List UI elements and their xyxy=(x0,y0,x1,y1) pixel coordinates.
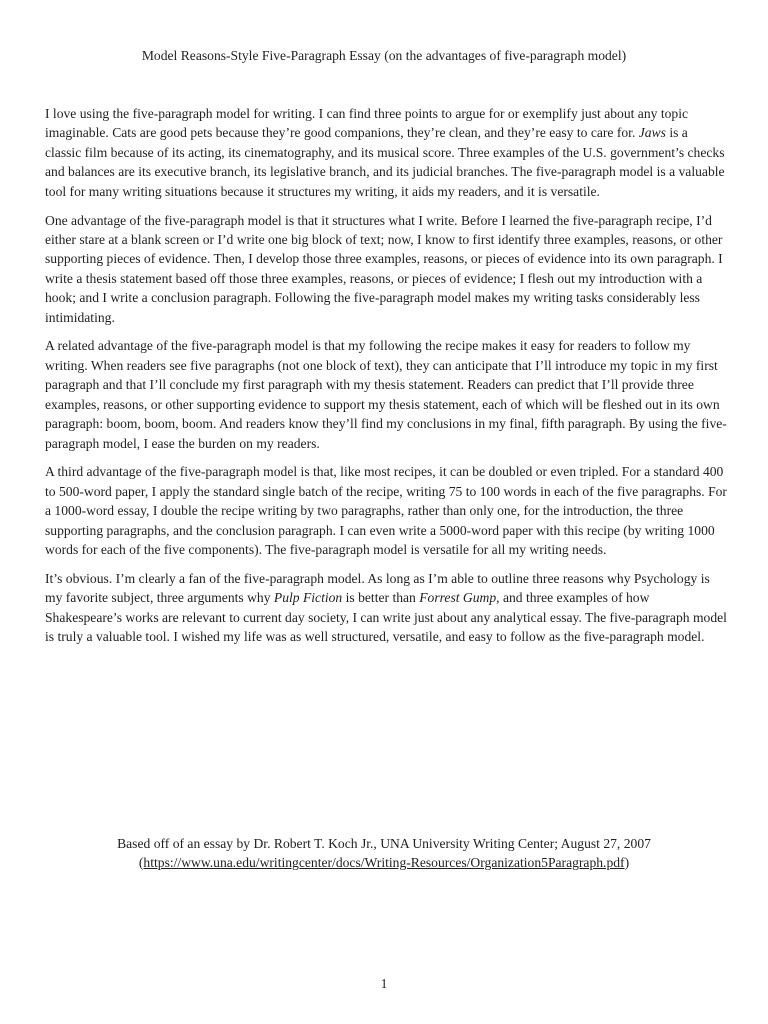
source-link[interactable]: https://www.una.edu/writingcenter/docs/Writing-Resources/Organization5Paragraph.pdf xyxy=(143,855,625,871)
close-paren: ) xyxy=(624,855,630,871)
film-title-jaws: Jaws xyxy=(638,125,666,141)
film-title-forrest-gump: Forrest Gump xyxy=(419,590,497,606)
credit-line: Based off of an essay by Dr. Robert T. Koch Jr., UNA University Writing Center; August 27, 2007 xyxy=(117,836,651,851)
page-number: 1 xyxy=(380,976,388,991)
paragraph-conclusion xyxy=(45,569,727,647)
paragraph-text: I love using the five-paragraph model for writing. I can find three points to argue for or exemplify just about any topic imaginable. Cats are good pets because they’re good companions, they’re clean, and they’re easy to care for. xyxy=(45,106,689,141)
paragraph-body-2: A related advantage of the five-paragraph model is that my following the recipe makes it easy for readers to follow my writing. When readers see five paragraphs (not one block of text), they can anticipate that I’ll introduce my topic in my first paragraph and that I’ll conclude my first paragraph with my thesis statement. Readers can predict that I’ll provide three examples, reasons, or other supporting evidence to support my thesis statement, each of which will be fleshed out in its own paragraph: boom, boom, boom. And readers know they’ll find my conclusions in my final, fifth paragraph. By using the five-paragraph model, I ease the burden on my readers. xyxy=(45,338,727,451)
film-title-pulp-fiction: Pulp Fiction xyxy=(273,590,343,606)
essay-body xyxy=(45,104,727,656)
paragraph-text: It’s obvious. I’m clearly a fan of the five-paragraph model. As long as I’m able to outline three reasons why Psychology is my favorite subject, three arguments why xyxy=(45,570,710,606)
paragraph-text: is better than xyxy=(342,590,420,606)
source-credit xyxy=(0,834,768,873)
document-title: Model Reasons-Style Five-Paragraph Essay (on the advantages of five-paragraph model) xyxy=(141,48,627,63)
open-paren: ( xyxy=(138,855,144,871)
paragraph-text: , and three examples of how Shakespeare’s works are relevant to current day society, I can write just about any analytical essay. The five-paragraph model is truly a valuable tool. I wished my life was as well structured, versatile, and easy to follow as the five-paragraph model. xyxy=(45,590,727,645)
paragraph-introduction xyxy=(45,104,727,201)
paragraph-body-3: A third advantage of the five-paragraph model is that, like most recipes, it can be doubled or even tripled. For a standard 400 to 500-word paper, I apply the standard single batch of the recipe, writing 75 to 100 words in each of the five paragraphs. For a 1000-word essay, I double the recipe writing by two paragraphs, rather than only one, for the introduction, the three supporting paragraphs, and the conclusion paragraph. I can even write a 5000-word paper with this recipe (by writing 1000 words for each of the five components). The five-paragraph model is versatile for all my writing needs. xyxy=(45,464,727,558)
paragraph-body-1: One advantage of the five-paragraph model is that it structures what I write. Before I learned the five-paragraph recipe, I’d either stare at a blank screen or I’d write one big block of text; now, I know to first identify three examples, reasons, or other supporting pieces of evidence. Then, I develop those three examples, reasons, or pieces of evidence into its own paragraph. I write a thesis statement based off those three examples, reasons, or pieces of evidence; I flesh out my introduction with a hook; and I write a conclusion paragraph. Following the five-paragraph model makes my writing tasks considerably less intimidating. xyxy=(45,212,723,325)
credit-link-line xyxy=(0,853,768,872)
paragraph-text: is a classic film because of its acting, its cinematography, and its musical score. Three examples of the U.S. government’s checks and balances are its executive branch, its legislative branch, and its judicial branches. The five-paragraph model is a valuable tool for many writing situations because it structures my writing, it aids my readers, and it is versatile. xyxy=(45,125,725,199)
